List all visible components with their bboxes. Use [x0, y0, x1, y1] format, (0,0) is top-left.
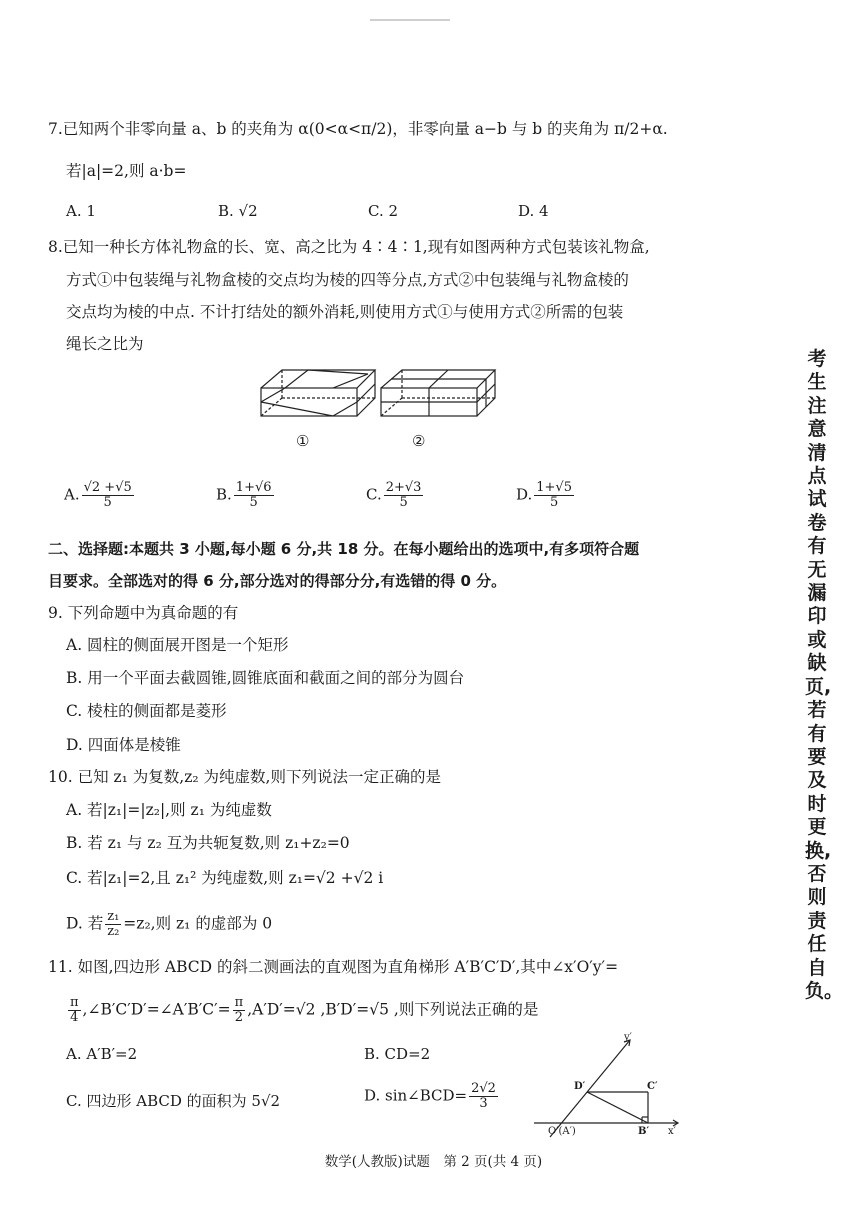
q11-line2: $\frac{\pi}{4}$ ,∠B′C′D′=∠A′B′C′= $\frac{\pi}{2}$ ,A′D′=√2 ,B′D′=√5 ,则下列说法正确的是 [70, 995, 539, 1025]
q9-stem: 9. 下列命题中为真命题的有 [48, 604, 239, 622]
q8-option-d: D. $\frac{1+√5}{5}$ [516, 480, 572, 510]
q7-option-a: A. 1 [66, 202, 96, 220]
section2-line1: 二、选择题:本题共 3 小题,每小题 6 分,共 18 分。在每小题给出的选项中,有多项符合题 [48, 540, 640, 558]
q8-option-a: A. $\frac{√2 +√5}{5}$ [64, 480, 132, 510]
q11-option-c: C. 四边形 ABCD 的面积为 5√2 [66, 1092, 281, 1110]
scan-mark [370, 19, 450, 21]
q8-option-c: C. $\frac{2+√3}{5}$ [366, 480, 422, 510]
q8-line3: 交点均为棱的中点. 不计打结处的额外消耗,则使用方式①与使用方式②所需的包装 [66, 303, 624, 321]
q9-option-c: C. 棱柱的侧面都是菱形 [66, 702, 227, 720]
q8-figure-label-1: ① [296, 432, 310, 450]
q7-option-c: C. 2 [368, 202, 399, 220]
q11-label-c: C′ [647, 1081, 658, 1092]
q7-line1: 7.已知两个非零向量 a、b 的夹角为 α(0<α<π/2)，非零向量 a−b 与 b 的夹角为 π/2+α. [48, 120, 668, 138]
q10-stem: 10. 已知 z₁ 为复数,z₂ 为纯虚数,则下列说法一定正确的是 [48, 768, 441, 786]
q10-option-a: A. 若|z₁|=|z₂|,则 z₁ 为纯虚数 [66, 801, 272, 819]
q10-option-b: B. 若 z₁ 与 z₂ 互为共轭复数,则 z₁+z₂=0 [66, 834, 350, 852]
side-note: 考生注意清点试卷有无漏印或缺页,若有要及时更换,否则责任自负。 [805, 348, 844, 1002]
q8-line4: 绳长之比为 [66, 335, 144, 353]
q11-option-a: A. A′B′=2 [66, 1045, 138, 1063]
q9-option-b: B. 用一个平面去截圆锥,圆锥底面和截面之间的部分为圆台 [66, 669, 465, 687]
q9-option-a: A. 圆柱的侧面展开图是一个矩形 [66, 636, 289, 654]
q11-label-x: x′ [668, 1126, 676, 1137]
q10-option-c: C. 若|z₁|=2,且 z₁² 为纯虚数,则 z₁=√2 +√2 i [66, 869, 384, 887]
q8-option-b: B. $\frac{1+√6}{5}$ [216, 480, 272, 510]
q9-option-d: D. 四面体是棱锥 [66, 736, 181, 754]
q11-line1: 11. 如图,四边形 ABCD 的斜二测画法的直观图为直角梯形 A′B′C′D′,其中∠x′O′y′= [48, 958, 619, 976]
q11-option-d: D. sin∠BCD= $\frac{2√2}{3}$ [364, 1081, 496, 1111]
q11-option-b: B. CD=2 [364, 1045, 431, 1063]
page-footer: 数学(人教版)试题 第 2 页(共 4 页) [324, 1154, 543, 1170]
q11-label-d: D′ [574, 1081, 586, 1092]
q7-line2: 若|a|=2,则 a·b= [66, 162, 187, 180]
section2-line2: 目要求。全部选对的得 6 分,部分选对的得部分分,有选错的得 0 分。 [48, 572, 507, 590]
q8-box-figure-1 [258, 364, 378, 420]
q8-box-figure-2 [378, 364, 498, 420]
q11-label-b: B′ [638, 1126, 650, 1137]
q8-figure-label-2: ② [412, 432, 426, 450]
q7-option-d: D. 4 [518, 202, 549, 220]
q11-label-y: y′ [624, 1032, 632, 1043]
q8-line1: 8.已知一种长方体礼物盒的长、宽、高之比为 4∶4∶1,现有如图两种方式包装该礼物盒, [48, 238, 650, 256]
q8-line2: 方式①中包装绳与礼物盒棱的交点均为棱的四等分点,方式②中包装绳与礼物盒棱的 [66, 271, 629, 289]
q11-label-o: O′(A′) [548, 1126, 576, 1137]
q10-option-d: D. 若 $\frac{\text{z₁}}{\text{z₂}}$ =z₂,则 z₁ 的虚部为 0 [66, 909, 273, 939]
q7-option-b: B. √2 [218, 202, 258, 220]
